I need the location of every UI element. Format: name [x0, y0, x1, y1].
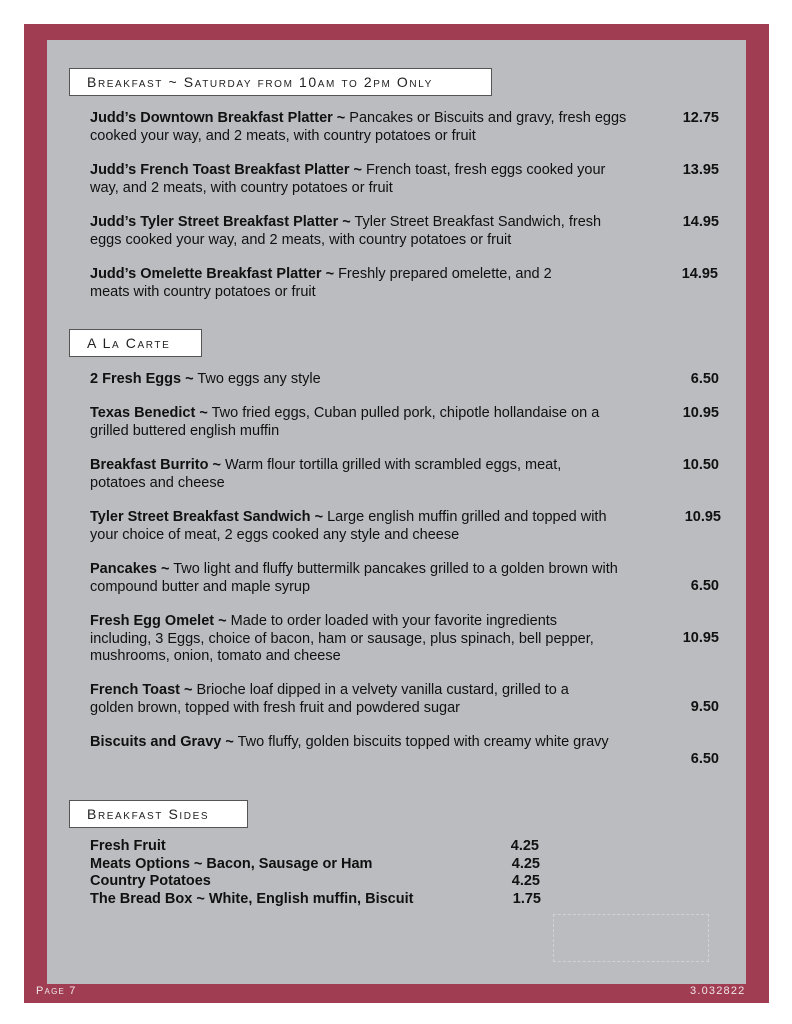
item-desc: Warm flour tortilla grilled with scrambled eggs, meat, potatoes and cheese: [90, 457, 562, 491]
item-name: Breakfast Burrito ~: [90, 457, 221, 473]
item-name: Judd’s Downtown Breakfast Platter ~: [90, 110, 346, 126]
item-desc: Two fried eggs, Cuban pulled pork, chipotle hollandaise on a grilled buttered english muffin: [90, 405, 600, 439]
item-name: French Toast ~: [90, 682, 193, 698]
item-desc: Made to order loaded with your favorite ingredients including, 3 Eggs, choice of bacon, ham or sausage, plus spinach, bell pepper, mushrooms, onion, tomato and cheese: [90, 613, 594, 664]
item-price: 10.95: [682, 630, 719, 646]
side-item-price: 4.25: [510, 838, 539, 854]
item-price: 6.50: [690, 578, 719, 594]
side-item-name: Meats Options ~ Bacon, Sausage or Ham: [90, 856, 373, 872]
item-name: 2 Fresh Eggs ~: [90, 371, 194, 387]
item-price: 10.50: [682, 457, 719, 473]
menu-item: [90, 110, 635, 145]
menu-item: [90, 682, 610, 717]
item-name: Texas Benedict ~: [90, 405, 208, 421]
version-code: 3.032822: [690, 985, 746, 997]
item-desc: Two eggs any style: [193, 371, 321, 387]
side-item-name: The Bread Box ~ White, English muffin, Biscuit: [90, 891, 414, 907]
side-item-price: 4.25: [511, 873, 540, 889]
item-desc: Tyler Street Breakfast Sandwich, fresh eggs cooked your way, and 2 meats, with country potatoes or fruit: [90, 214, 602, 248]
menu-item: [90, 266, 560, 301]
item-name: Tyler Street Breakfast Sandwich ~: [90, 509, 324, 525]
menu-item: [90, 162, 635, 197]
item-desc: Freshly prepared omelette, and 2 meats with country potatoes or fruit: [90, 266, 552, 300]
item-desc: Two fluffy, golden biscuits topped with creamy white gravy: [233, 734, 609, 750]
item-desc: Pancakes or Biscuits and gravy, fresh eggs cooked your way, and 2 meats, with country potatoes or fruit: [90, 110, 627, 144]
item-name: Judd’s Omelette Breakfast Platter ~: [90, 266, 335, 282]
side-item-name: Fresh Fruit: [90, 838, 166, 854]
menu-item: [90, 405, 635, 440]
item-price: 12.75: [682, 110, 719, 126]
item-price: 14.95: [682, 214, 719, 230]
item-desc: Two light and fluffy buttermilk pancakes grilled to a golden brown with compound butter and maple syrup: [90, 561, 618, 595]
item-desc: French toast, fresh eggs cooked your way, and 2 meats, with country potatoes or fruit: [90, 162, 606, 196]
item-price: 9.50: [690, 699, 719, 715]
item-price: 6.50: [690, 751, 719, 767]
item-price: 10.95: [682, 405, 719, 421]
faint-stamp: [553, 914, 709, 962]
menu-item: [90, 371, 635, 389]
item-price: 6.50: [690, 371, 719, 387]
menu-item: [90, 214, 635, 249]
side-item-price: 4.25: [511, 856, 540, 872]
item-name: Fresh Egg Omelet ~: [90, 613, 227, 629]
menu-item: [90, 561, 650, 596]
page-number: Page 7: [36, 985, 77, 997]
menu-item: [90, 613, 600, 666]
side-item-price: 1.75: [512, 891, 541, 907]
item-name: Judd’s French Toast Breakfast Platter ~: [90, 162, 362, 178]
item-price: 14.95: [681, 266, 718, 282]
menu-item: [90, 509, 635, 544]
menu-item: [90, 457, 610, 492]
item-name: Biscuits and Gravy ~: [90, 734, 234, 750]
side-item-name: Country Potatoes: [90, 873, 211, 889]
item-name: Judd’s Tyler Street Breakfast Platter ~: [90, 214, 351, 230]
menu-item: [90, 734, 610, 752]
item-price: 13.95: [682, 162, 719, 178]
item-name: Pancakes ~: [90, 561, 170, 577]
item-price: 10.95: [684, 509, 721, 525]
item-desc: Brioche loaf dipped in a velvety vanilla custard, grilled to a golden brown, topped with fresh fruit and powdered sugar: [90, 682, 569, 716]
section-header-alacarte: A La Carte: [69, 329, 202, 357]
item-desc: Large english muffin grilled and topped with your choice of meat, 2 eggs cooked any style and cheese: [90, 509, 607, 543]
section-header-breakfast: Breakfast ~ Saturday from 10am to 2pm Only: [69, 68, 492, 96]
section-header-sides: Breakfast Sides: [69, 800, 248, 828]
